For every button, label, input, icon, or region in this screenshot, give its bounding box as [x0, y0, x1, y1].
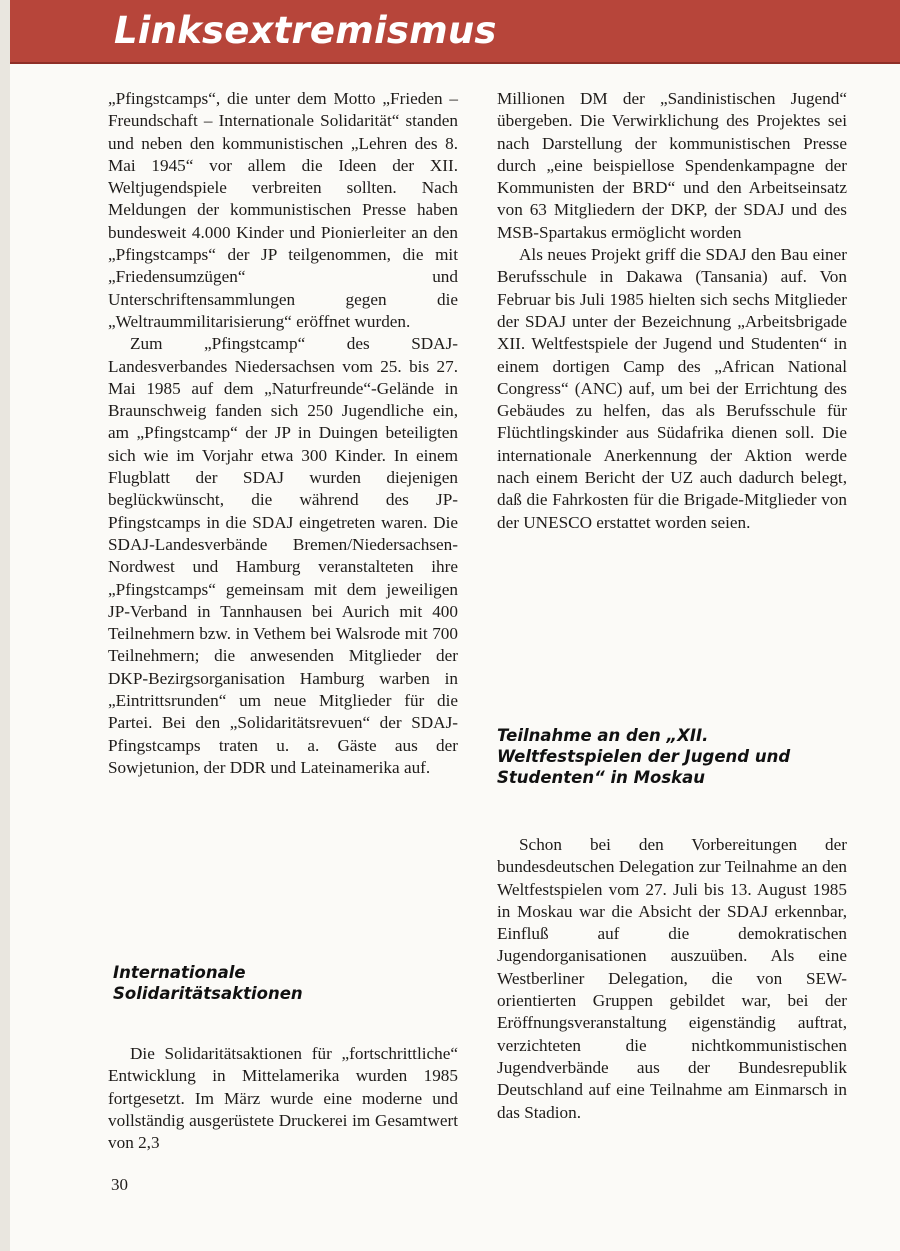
heading-world-festival: Teilnahme an den „XII. Weltfestspielen der Jugend und Studenten“ in Moskau	[497, 726, 791, 787]
section-header-bar	[10, 0, 900, 64]
right-paragraph-1: Millionen DM der „Sandinistischen Jugend“ übergeben. Die Verwirklichung des Projektes sei nach Darstellung der kommunistischen Presse durch „eine beispiellose Spendenkampagne der Kommunisten der BRD“ und den Arbeitseinsatz von 63 Mitgliedern der DKP, der SDAJ und des MSB-Spartakus ermöglicht worden	[497, 89, 847, 242]
left-column	[108, 88, 458, 779]
right-paragraph-2: Als neues Projekt griff die SDAJ den Bau einer Berufsschule in Dakawa (Tansania) auf. Von Februar bis Juli 1985 hielten sich sechs Mitglieder der SDAJ unter der Bezeichnung „Arbeitsbrigade XII. Weltfestspiele der Jugend und Studenten“ in einem dortigen Camp des „African National Congress“ (ANC) auf, um bei der Errichtung des Gebäudes zu helfen, das als Berufsschule für Flüchtlingskinder aus Südafrika dienen soll. Die internationale Anerkennung der Aktion werde nach einem Bericht der UZ auch dadurch belegt, daß die Fahrkosten für die Brigade-Mitglieder von der UNESCO erstattet worden seien.	[497, 245, 847, 532]
left-column-lower	[108, 1043, 458, 1154]
right-column-lower	[497, 834, 847, 1124]
page-edge-shadow	[0, 0, 10, 1251]
left-paragraph-1: „Pfingstcamps“, die unter dem Motto „Frieden – Freundschaft – Internationale Solidarität“ standen und neben den kommunistischen „Lehren des 8. Mai 1945“ vor allem die Ideen der XII. Weltjugendspiele verbreiten sollten. Nach Meldungen der kommunistischen Presse haben bundesweit 4.000 Kinder und Pionierleiter an den „Pfingstcamps“ der JP teilgenommen, die mit „Friedensumzügen“ und Unterschriftensammlungen gegen die „Weltraummilitarisierung“ eröffnet wurden.	[108, 89, 458, 331]
right-column	[497, 88, 847, 534]
left-paragraph-2: Zum „Pfingstcamp“ des SDAJ-Landesverbandes Niedersachsen vom 25. bis 27. Mai 1985 auf dem „Naturfreunde“-Gelände in Braunschweig fanden sich 250 Jugendliche ein, am „Pfingstcamp“ der JP in Duingen beteiligten sich wie im Vorjahr etwa 300 Kinder. In einem Flugblatt der SDAJ wurden diejenigen beglückwünscht, die während des JP-Pfingstcamps in die SDAJ eingetreten waren. Die SDAJ-Landesverbände Bremen/Niedersachsen-Nordwest und Hamburg veranstalteten ihre „Pfingstcamps“ gemeinsam mit dem jeweiligen JP-Verband in Tannhausen bei Aurich mit 400 Teilnehmern bzw. in Vethem bei Walsrode mit 700 Teilnehmern; die anwesenden Mitglieder der DKP-Bezirgsorganisation Hamburg warben in „Eintrittsrunden“ um neue Mitglieder für die Partei. Bei den „Solidaritätsrevuen“ der SDAJ-Pfingstcamps traten u. a. Gäste aus der Sowjetunion, der DDR und Lateinamerika auf.	[108, 334, 458, 777]
right-paragraph-3: Schon bei den Vorbereitungen der bundesdeutschen Delegation zur Teilnahme an den Weltfestspielen vom 27. Juli bis 13. August 1985 in Moskau war die Absicht der SDAJ erkennbar, Einfluß auf die demokratischen Jugendorganisationen auszuüben. Als eine Westberliner Delegation, die von SEW-orientierten Gruppen gebildet war, bei der Eröffnungsveranstaltung eigenständig auftrat, verzichteten die nichtkommunistischen Jugendverbände aus der Bundesrepublik Deutschland auf eine Teilnahme am Einmarsch in das Stadion.	[497, 835, 847, 1122]
section-title: Linksextremismus	[114, 9, 497, 52]
heading-solidarity-actions: Internationale Solidaritätsaktionen	[113, 963, 303, 1003]
left-paragraph-3: Die Solidaritätsaktionen für „fortschrittliche“ Entwicklung in Mittelamerika wurden 1985 fortgesetzt. Im März wurde eine moderne und vollständig ausgerüstete Druckerei im Gesamtwert von 2,3	[108, 1044, 458, 1153]
page-number: 30	[111, 1175, 128, 1194]
